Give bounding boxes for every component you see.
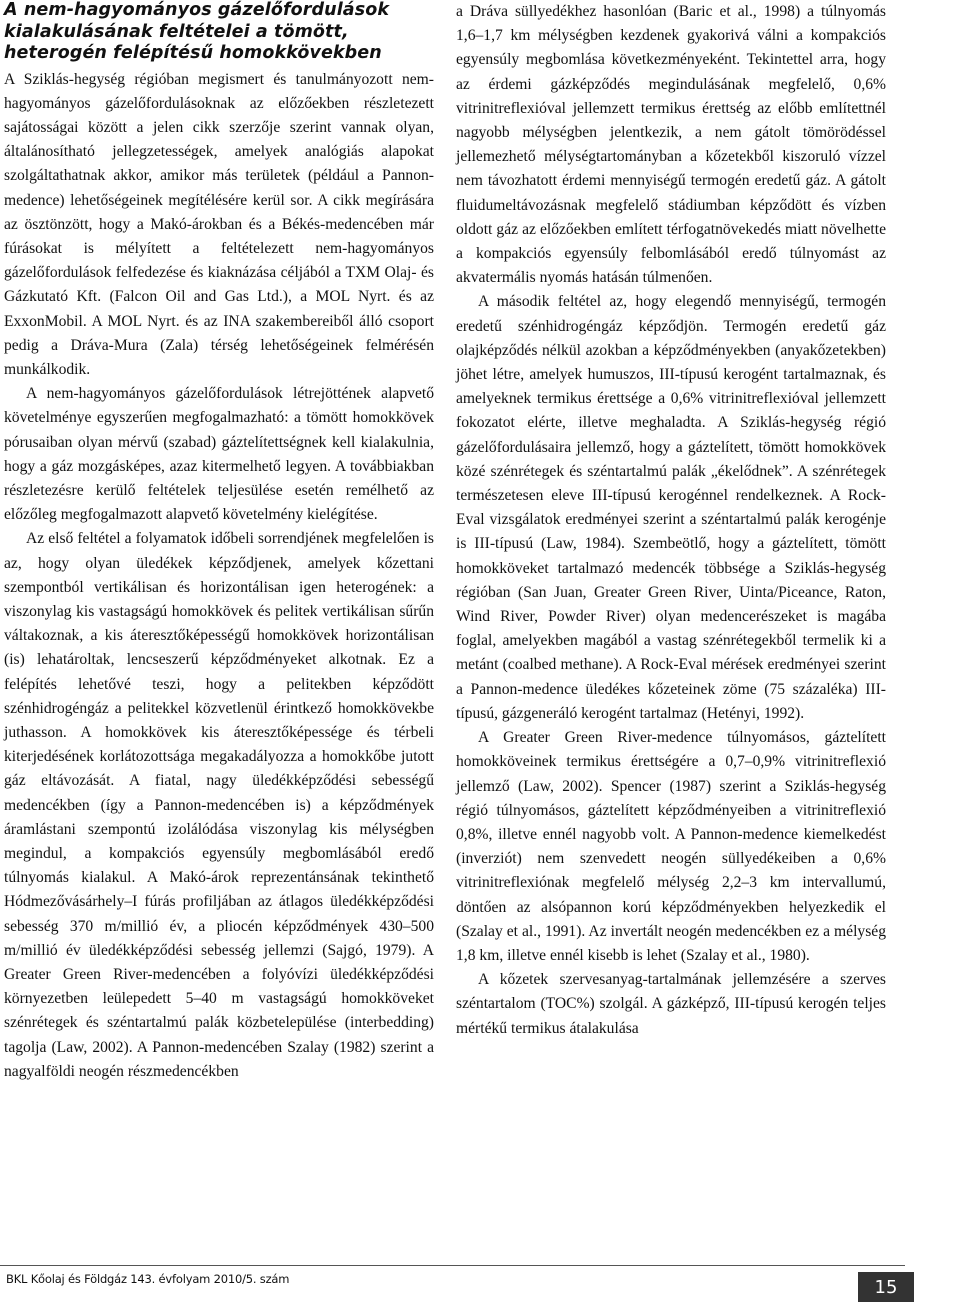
paragraph: A kőzetek szervesanyag-tartalmának jellemzésére a szerves széntartalom (TOC%) szolgál. A gázképző, III-típusú kerogén teljes mértékű termikus átalakulása	[456, 971, 886, 1037]
paragraph: Az első feltétel a folyamatok időbeli sorrendjének megfelelően is az, hogy olyan üledékek képződjenek, amelyek kőzettani szempontból vertikálisan és horizontálisan igen heterogének: a viszonylag kis vastagságú homokkövek és pelitek vertikálisan sűrűn váltakoznak, a kis áteresztőképességű homokkövek horizontálisan (is) lehatároltak, lencseszerű képződményeket alkotnak. Ez a felépítés lehetővé teszi, hogy a pelitekben képződött szénhidrogéngáz a pelitekkel közvetlenül érintkező homokkövekbe juthasson. A homokkövek kis áteresztőképessége és térbeli kiterjedésének korlátozottsága megakadályozza a homokkőbe jutott gáz eltávozását. A fiatal, nagy üledékképződési sebességű medencékben (így a Pannon-medencében is) a képződmények áramlástani szempontú izolálódása viszonylag kis mélységben megindul, a kompakciós egyensúly megbomlásából eredő túlnyomás kialakul. A Makó-árok reprezentánsának tekinthető Hódmezővásárhely–I fúrás profiljában az átlagos üledékképződési sebesség 370 m/millió év, a pliocén képződmények 430–500 m/millió év üledékképződési sebesség jellemzi (Sajgó, 1979). A Greater Green River-medencében a folyóvízi üledékképződési környezetben leülepedett 5–40 m vastagságú homokköveket szénrétegek és széntartalmú palák közbetelepülése (interbedding) tagolja (Law, 2002). A Pannon-medencében Szalay (1982) szerint a nagyalföldi neogén részmedencékben	[4, 530, 434, 1080]
section-heading: A nem-hagyományos gázelőfordulások kialakulásának feltételei a tömött, heterogén felépítésű homokkövekben	[4, 0, 390, 63]
paragraph: A Sziklás-hegység régióban megismert és tanulmányozott nem-hagyományos gázelőfordulásoknak az előzőekben részletezett sajátosságai között a jelen cikk szerzője szerint vannak olyan, általánosítható jellegzetességek, amelyek analógiás alapokat szolgáltathatnak akkor, amikor más területek (például a Pannon-medence) lehetőségeinek megítélésére kerül sor. A cikk megírására az ösztönzött, hogy a Makó-árokban és a Békés-medencében már fúrásokat is mélyített a feltételezett nem-hagyományos gázelőfordulások felfedezése és kiaknázása céljából a TXM Olaj- és Gázkutató Kft. (Falcon Oil and Gas Ltd.), a MOL Nyrt. és az ExxonMobil. A MOL Nyrt. és az INA szakembereiből álló csoport pedig a Dráva-Mura (Zala) térség lehetőségeinek felmérésén munkálkodik.	[4, 70, 434, 378]
page-number-badge: 15	[858, 1272, 914, 1302]
right-column	[456, 0, 886, 1041]
paragraph: a Dráva süllyedékhez hasonlóan (Baric et al., 1998) a túlnyomás 1,6–1,7 km mélységben kezdenek gyakorivá válni a kompakciós egyensúly megbomlása következményeként. Tekintettel arra, hogy az érdemi gázképződés megindulásának megfelelő, 0,6% vitrinitreflexióval jellemzett termikus érettség az előbb említettnél nagyobb mélységben jelentkezik, a nem gátolt tömörödéssel jellemezhető mélységtartományban a kőzetekből kiszoruló vízzel nem távozhatott érdemi mennyiségű termogén eredetű gáz. A gátolt fluidumeltávozásnak megfelelő stádiumban képződött és vízben oldott gáz az előzőekben említett térfogatnövekedés miatt növelhette a kompakciós egyensúly felbomlásából eredő túlnyomást az akvatermális nyomás hatásán túlmenően.	[456, 3, 886, 287]
journal-footer: BKL Kőolaj és Földgáz 143. évfolyam 2010/5. szám	[6, 1272, 290, 1286]
paragraph: A nem-hagyományos gázelőfordulások létrejöttének alapvető követelménye egyszerűen megfogalmazható: a tömött homokkövek pórusaiban olyan mérvű (szabad) gáztelítettségnek kell kialakulnia, hogy a gáz mozgásképes, azaz kitermelhető legyen. A továbbiakban részletezésre kerülő feltételek teljesülése esetén remélhető az előzőleg megfogalmazott alapvető követelmény kielégítése.	[4, 385, 434, 524]
paragraph: A Greater Green River-medence túlnyomásos, gáztelített homokköveinek termikus érettségére a 0,7–0,9% vitrinitreflexió jellemző (Law, 2002). Spencer (1987) szerint a Sziklás-hegység régió túlnyomásos, gáztelített képződményeiben a vitrinitreflexió 0,8%, illetve ennél nagyobb volt. A Pannon-medence kiemelkedést (inverziót) nem szenvedett neogén süllyedékeiben a 0,6% vitrinitreflexiónak megfelelő mélység 2,2–3 km intervallumú, döntően az alsópannon korú képződményekben helyezkedik el (Szalay et al., 1991). Az invertált neogén medencékben ez a mélység 1,8 km, illetve ennél kisebb is lehet (Szalay et al., 1980).	[456, 729, 886, 964]
left-column	[4, 0, 434, 1084]
footer-divider	[0, 1265, 905, 1266]
paragraph: A második feltétel az, hogy elegendő mennyiségű, termogén eredetű szénhidrogéngáz képződjön. Termogén eredetű gáz olajképződés nélkül azokban a képződményekben (anyakőzetekben) jöhet létre, amelyek humuszos, III-típusú kerogént tartalmaznak, és amelyeknek termikus érettsége a 0,6% vitrinitreflexióval jellemzett fokozatot elérte, illetve meghaladta. A Sziklás-hegység régió gázelőfordulásaira jellemző, hogy a gáztelített, tömött homokkövek közé szénrétegek és széntartalmú palák „ékelődnek”. A szénrétegek természetesen eleve III-típusú kerogénnel rendelkeznek. A Rock-Eval vizsgálatok eredményei szerint a széntartalmú palák kerogénje is III-típusú (Law, 1984). Szembeötlő, hogy a gáztelített, tömött homokköveket tartalmazó medencék többsége a Sziklás-hegység régióban (San Juan, Greater Green River, Uinta/Piceance, Raton, Wind River, Powder River) olyan medencerészeket is magába foglal, amelyekben magából a vastag szénrétegekből termelik ki a metánt (coalbed methane). A Rock-Eval mérések eredményei szerint a Pannon-medence üledékes kőzeteinek zöme (75 százaléka) III-típusú, gázgeneráló kerogént tartalmaz (Hetényi, 1992).	[456, 293, 886, 722]
